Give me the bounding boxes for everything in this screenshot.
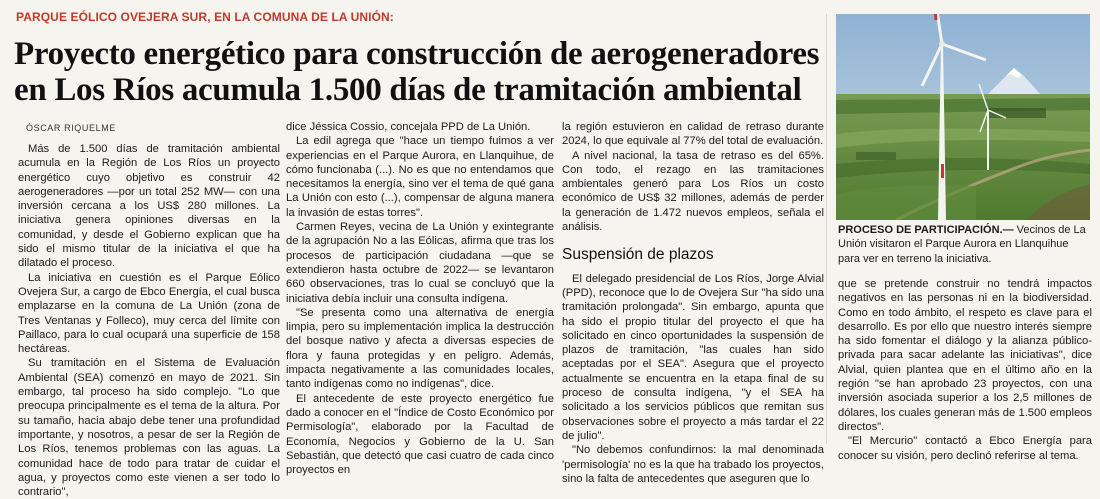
paragraph: "Se presenta como una alternativa de energía limpia, pero su implementación implica la destrucción del bosque nativo y afecta a diversas especies de flora y fauna protegidas y en peligro. Además, impacta negativamente a las comunidades locales, tanto indígenas como no indígenas", dice. (286, 306, 554, 391)
photo-caption (838, 223, 1092, 266)
paragraph: que se pretende construir no tendrá impactos negativos en las personas ni en la biodiversidad. Como en todo ámbito, el respeto es clave para el desarrollo. Es por ello que nuestro interés siempre ha sido fomentar el diálogo y la alianza público-privada para sacar adelante las iniciativas", dice Alvial, quien plantea que en el último año en la región "se han aprobado 23 proyectos, con una inversión asociada superior a los 2,5 millones de dólares, los cuales generan más de 1.500 empleos directos". (838, 278, 1092, 433)
byline: ÓSCAR RIQUELME (26, 123, 116, 133)
paragraph: "El Mercurio" contactó a Ebco Energía para conocer su visión, pero declinó referirse al tema. (838, 435, 1092, 462)
paragraph: la región estuvieron en calidad de retraso durante 2024, lo que equivale al 77% del total de evaluación. (562, 121, 824, 148)
paragraph: Su tramitación en el Sistema de Evaluación Ambiental (SEA) comenzó en mayo de 2021. Sin embargo, tal proceso ha sido complejo. "Lo que preocupa principalmente es el tema de la altura. Por su tamaño, hacia abajo debe tener una profundidad importante, y nosotros, a pesar de ser la Región de Los Ríos, tenemos problemas con las aguas. La comunidad hace de todo para tratar de cuidar el agua, y proyectos como este vienen a ser todo lo contrario", (18, 357, 280, 499)
headline-line-1: Proyecto energético para construcción de aerogeneradores (14, 36, 820, 72)
caption-label: PROCESO DE PARTICIPACIÓN.— (838, 224, 1014, 236)
article-column-1 (18, 142, 280, 499)
article-column-2 (286, 120, 554, 477)
paragraph: Más de 1.500 días de tramitación ambiental acumula en la Región de Los Ríos un proyecto energético cuyo objetivo es construir 42 aerogeneradores —por un total 252 MW— con una inversión cercana a los US$ 280 millones. La iniciativa genera opiniones diversas en la comunidad, y desde el Gobierno explican que ha sido el mismo titular de la iniciativa el que ha dilatado el proceso. (18, 143, 280, 270)
paragraph: dice Jéssica Cossio, concejala PPD de La Unión. (286, 121, 531, 133)
article-column-4 (838, 277, 1092, 463)
headline (14, 36, 820, 108)
paragraph: El delegado presidencial de Los Ríos, Jorge Alvial (PPD), reconoce que lo de Ovejera Sur "ha sido una tramitación prolongada". Sin embargo, apunta que ha sido el propio titular del proyecto el que ha solicitado en cinco oportunidades la suspensión de plazos de tramitación, "las cuales han sido aceptadas por el SEA". Asegura que el proyecto actualmente se encuentra en la etapa final de su proceso de consulta indígena, "y el SEA ha solicitado a los servicios públicos que remitan sus observaciones sobre el proyecto a más tardar el 22 de julio". (562, 272, 824, 442)
section-subhead: Suspensión de plazos (562, 246, 714, 264)
wind-turbines-photo (836, 14, 1090, 220)
paragraph: A nivel nacional, la tasa de retraso es del 65%. Con todo, el rezago en las tramitaciones ambientales generó para Los Ríos un costo económico de US$ 32 millones, además de perder la generación de 1.472 nuevos empleos, señala el análisis. (562, 149, 824, 234)
article-column-3 (562, 120, 824, 486)
paragraph: La edil agrega que "hace un tiempo fuimos a ver experiencias en el Parque Aurora, en Llanquihue, de cómo funcionaba (...). No es que no entendamos que necesitamos la energía, sino ver el tema de qué gana La Unión con esto (...), compensar de alguna manera la invasión de estas torres". (286, 135, 554, 219)
paragraph: La iniciativa en cuestión es el Parque Eólico Ovejera Sur, a cargo de Ebco Energía, el cual busca emplazarse en la comuna de La Unión (zona de Tres Ventanas y Folleco), muy cerca del límite con Paillaco, para lo cual ocupará una superficie de 158 hectáreas. (18, 271, 280, 356)
paragraph: Carmen Reyes, vecina de La Unión y exintegrante de la agrupación No a las Eólicas, afirma que tras los procesos de participación ciudadana —que se extendieron hasta octubre de 2022— se levantaron 660 observaciones, tras lo cual se concluyó que la iniciativa debía incluir una consulta indígena. (286, 221, 554, 305)
paragraph: "No debemos confundirnos: la mal denominada 'permisología' no es la que ha trabado los proyectos, sino la falta de antecedentes que aseguren que lo (562, 444, 824, 485)
caption-text: Vecinos de La Unión visitaron el Parque Aurora en Llanquihue para ver en terreno la iniciativa. (838, 224, 1086, 265)
kicker: PARQUE EÓLICO OVEJERA SUR, EN LA COMUNA DE LA UNIÓN: (16, 10, 394, 24)
headline-line-2: en Los Ríos acumula 1.500 días de tramitación ambiental (14, 72, 802, 108)
column-divider (826, 14, 827, 444)
wind-turbines-illustration (836, 14, 1090, 220)
paragraph: El antecedente de este proyecto energético fue dado a conocer en el "Índice de Costo Económico por Permisología", elaborado por la Facultad de Economía, Negocios y Gobierno de la U. San Sebastián, que detectó que casi cuatro de cada cinco proyectos en (286, 392, 554, 477)
